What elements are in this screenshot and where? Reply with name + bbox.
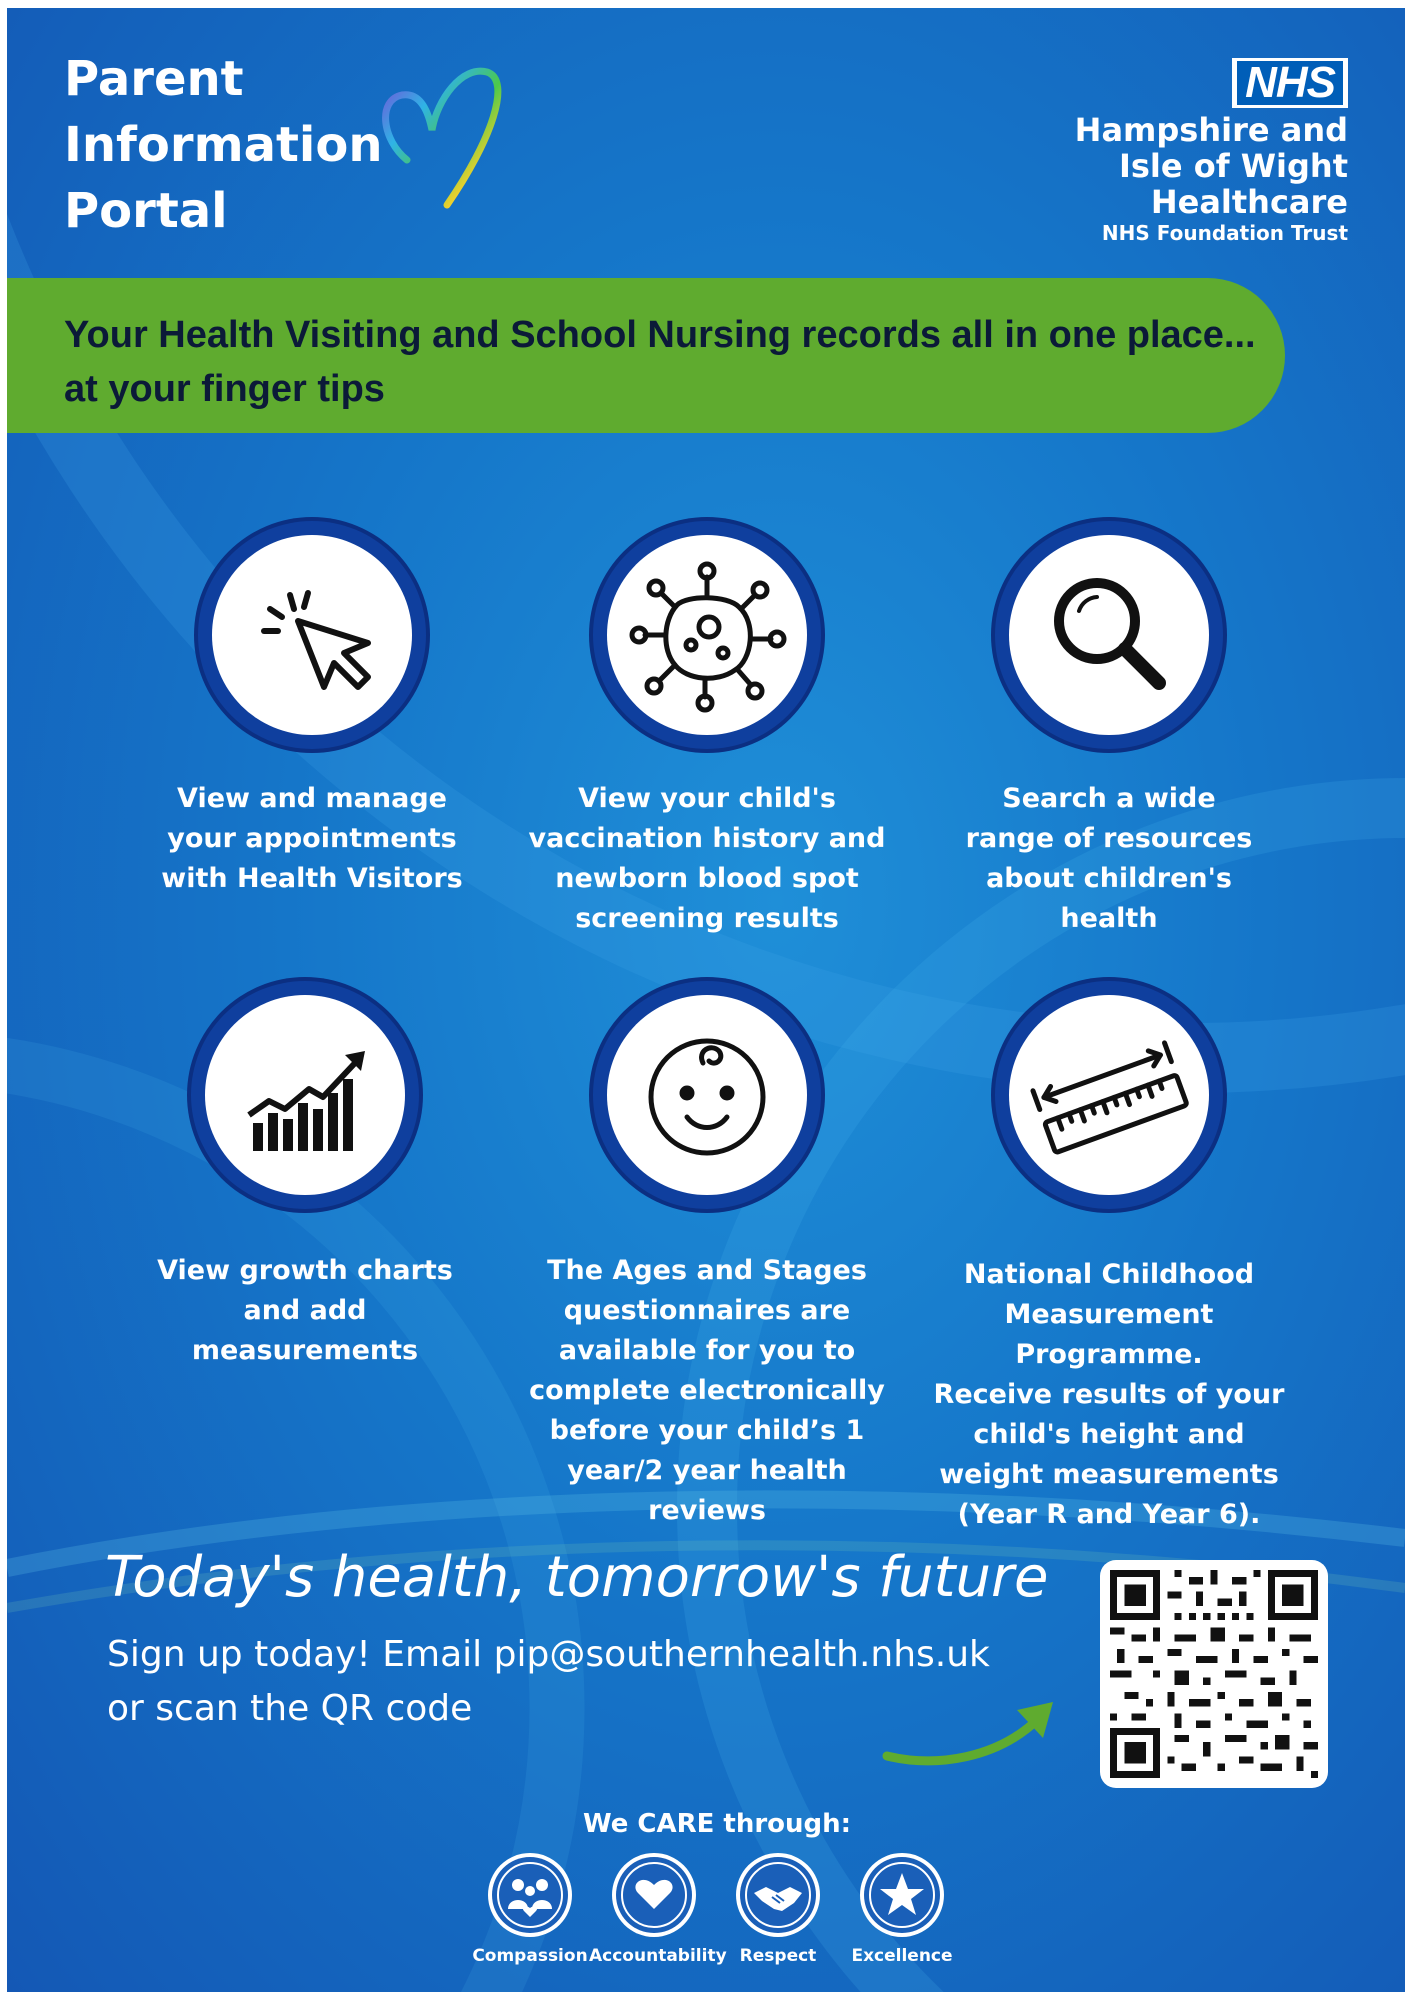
feature-line: child's height and bbox=[973, 1419, 1245, 1450]
feature-line: Search a wide bbox=[1002, 783, 1216, 814]
feature-text bbox=[125, 1251, 485, 1371]
arrow-icon bbox=[877, 1668, 1077, 1778]
org-name-line1: Hampshire and bbox=[1074, 111, 1348, 149]
rainbow-heart-icon bbox=[377, 60, 507, 220]
feature-appointments bbox=[132, 521, 492, 899]
qr-code[interactable] bbox=[1100, 1560, 1328, 1788]
magnifier-icon bbox=[1009, 535, 1209, 735]
value-label: Excellence bbox=[851, 1946, 953, 1966]
feature-line: The Ages and Stages bbox=[547, 1255, 867, 1286]
value-respect bbox=[713, 1853, 843, 1967]
feature-line: your appointments bbox=[167, 823, 457, 854]
feature-line: newborn blood spot bbox=[555, 863, 859, 894]
leaflet-page bbox=[7, 8, 1405, 1992]
value-compassion bbox=[465, 1853, 595, 1967]
portal-title-line: Portal bbox=[64, 183, 228, 239]
signup-line[interactable]: Sign up today! Email pip@southernhealth.nhs.uk bbox=[107, 1634, 990, 1675]
feature-line: complete electronically bbox=[529, 1375, 885, 1406]
portal-title bbox=[64, 46, 384, 244]
feature-resources bbox=[929, 521, 1289, 939]
feature-line: View your child's bbox=[578, 783, 836, 814]
cursor-click-icon bbox=[212, 535, 412, 735]
feature-line: and add bbox=[243, 1295, 367, 1326]
feature-line: questionnaires are bbox=[563, 1295, 851, 1326]
feature-measurement-programme bbox=[929, 981, 1289, 1535]
feature-line: vaccination history and bbox=[528, 823, 886, 854]
star-icon bbox=[860, 1853, 944, 1937]
feature-line: Measurement bbox=[1004, 1299, 1214, 1330]
growth-chart-icon bbox=[205, 995, 405, 1195]
feature-line: weight measurements bbox=[939, 1459, 1279, 1490]
signup-text bbox=[107, 1628, 1007, 1736]
feature-growth-charts bbox=[125, 981, 485, 1371]
nhs-trust-block bbox=[928, 58, 1348, 246]
feature-text bbox=[132, 779, 492, 899]
care-title: We CARE through: bbox=[582, 1809, 852, 1839]
feature-line: View and manage bbox=[177, 783, 447, 814]
feature-line: View growth charts bbox=[157, 1255, 453, 1286]
feature-text bbox=[929, 779, 1289, 939]
feature-icon-circle bbox=[995, 521, 1223, 749]
feature-line: health bbox=[1060, 903, 1158, 934]
feature-line: range of resources bbox=[965, 823, 1253, 854]
feature-icon-circle bbox=[593, 981, 821, 1209]
signup-line: or scan the QR code bbox=[107, 1688, 473, 1729]
tagline: Today's health, tomorrow's future bbox=[105, 1545, 1049, 1610]
feature-line: about children's bbox=[986, 863, 1232, 894]
handshake-icon bbox=[736, 1853, 820, 1937]
banner-line: Your Health Visiting and School Nursing records all in one place... bbox=[64, 314, 1256, 356]
value-label: Compassion bbox=[472, 1946, 588, 1966]
value-accountability bbox=[589, 1853, 727, 1967]
people-heart-icon bbox=[488, 1853, 572, 1937]
feature-line: measurements bbox=[191, 1335, 419, 1366]
feature-text bbox=[527, 779, 887, 939]
feature-icon-circle bbox=[593, 521, 821, 749]
virus-icon bbox=[607, 535, 807, 735]
feature-icon-circle bbox=[995, 981, 1223, 1209]
value-excellence bbox=[837, 1853, 967, 1967]
feature-line: reviews bbox=[648, 1495, 766, 1526]
org-name-line2: Isle of Wight Healthcare bbox=[1118, 147, 1348, 221]
feature-vaccination bbox=[527, 521, 887, 939]
feature-ages-stages bbox=[527, 981, 887, 1531]
feature-line: year/2 year health bbox=[567, 1455, 847, 1486]
feature-line: screening results bbox=[575, 903, 839, 934]
qr-code-icon bbox=[1110, 1570, 1318, 1778]
value-label: Respect bbox=[739, 1946, 817, 1966]
portal-title-line: Information bbox=[64, 117, 383, 173]
hand-heart-icon bbox=[612, 1853, 696, 1937]
nhs-logo bbox=[1232, 58, 1348, 108]
feature-line: available for you to bbox=[558, 1335, 856, 1366]
ruler-icon bbox=[1009, 995, 1209, 1195]
feature-text bbox=[527, 1251, 887, 1531]
feature-line: before your child’s 1 bbox=[549, 1415, 865, 1446]
feature-line: Receive results of your bbox=[933, 1379, 1285, 1410]
banner-text bbox=[64, 308, 1264, 416]
feature-line: (Year R and Year 6). bbox=[957, 1499, 1261, 1530]
org-subtitle: NHS Foundation Trust bbox=[1101, 221, 1348, 245]
value-label: Accountability bbox=[589, 1946, 727, 1966]
feature-line: National Childhood bbox=[963, 1259, 1255, 1290]
feature-line: with Health Visitors bbox=[161, 863, 463, 894]
feature-line: Programme. bbox=[1015, 1339, 1203, 1370]
banner-line: at your finger tips bbox=[64, 368, 385, 410]
feature-icon-circle bbox=[191, 981, 419, 1209]
nhs-logo-text: NHS bbox=[1237, 61, 1343, 105]
feature-icon-circle bbox=[198, 521, 426, 749]
feature-text bbox=[929, 1255, 1289, 1535]
baby-face-icon bbox=[607, 995, 807, 1195]
portal-title-line: Parent bbox=[64, 51, 244, 107]
